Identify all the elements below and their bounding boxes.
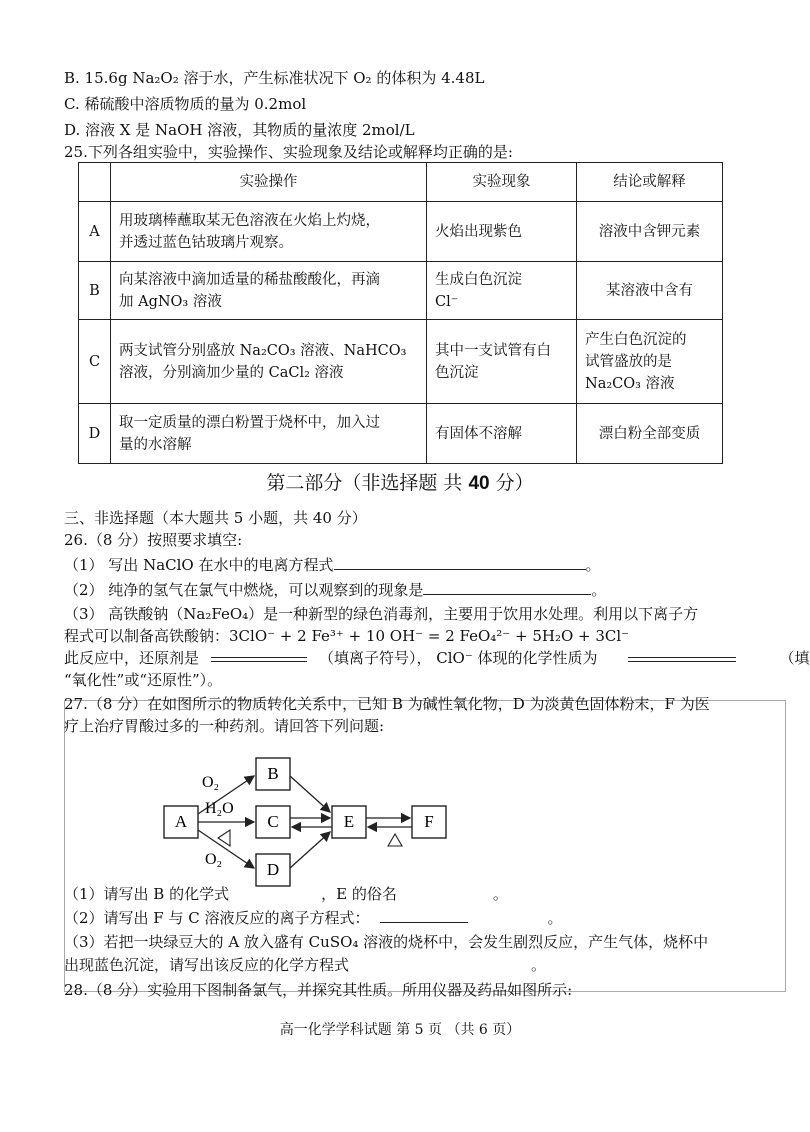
section-heading: 三、非选择题（本大题共 5 小题，共 40 分） xyxy=(64,509,367,527)
row-operation: 用玻璃棒蘸取某无色溶液在火焰上灼烧， 并透过蓝色钴玻璃片观察。 xyxy=(111,202,427,262)
part-two-title: 第二部分（非选择题 共 40 分） xyxy=(266,472,534,494)
label-o2-bottom: O₂ xyxy=(205,851,223,868)
node-d-label: D xyxy=(266,859,280,879)
row-conclusion: 某溶液中含有 xyxy=(577,262,723,320)
table-header-conclusion: 结论或解释 xyxy=(577,163,723,202)
node-c-label: C xyxy=(267,811,279,831)
question-26-stem: 26.（8 分）按照要求填空: xyxy=(64,531,243,549)
option-d: D. 溶液 X 是 NaOH 溶液，其物质的量浓度 2mol/L xyxy=(64,121,415,139)
node-b-label: B xyxy=(267,763,279,783)
row-phenomenon: 有固体不溶解 xyxy=(427,404,577,464)
row-conclusion: 漂白粉全部变质 xyxy=(577,404,723,464)
option-c: C. 稀硫酸中溶质物质的量为 0.2mol xyxy=(64,95,307,113)
row-phenomenon: 火焰出现紫色 xyxy=(427,202,577,262)
question-26-part-3-line-2: 程式可以制备高铁酸钠：3ClO⁻ + 2 Fe³⁺ + 10 OH⁻ = 2 FeO₄²⁻ + 5H₂O + 3Cl⁻ xyxy=(64,627,630,645)
conversion-diagram xyxy=(150,750,460,890)
row-operation: 取一定质量的漂白粉置于烧杯中，加入过 量的水溶解 xyxy=(111,404,427,464)
row-id: B xyxy=(79,262,111,320)
table-row xyxy=(79,404,723,464)
row-operation: 两支试管分别盛放 Na₂CO₃ 溶液、NaHCO₃ 溶液，分别滴加少量的 CaCl₂ 溶液 xyxy=(111,320,427,404)
row-phenomenon: 生成白色沉淀 Cl⁻ xyxy=(427,262,577,320)
question-26-part-3-line-3: 此反应中，还原剂是 （填离子符号）， ClO⁻ 体现的化学性质为 （填 xyxy=(64,649,810,667)
question-26-part-2: （2） 纯净的氢气在氯气中燃烧，可以观察到的现象是 。 xyxy=(64,581,607,599)
question-26-part-3-line-1: （3） 高铁酸钠（Na₂FeO₄）是一种新型的绿色消毒剂，主要用于饮用水处理。利用以下离子方 xyxy=(64,605,699,623)
question-26-part-3-line-4: “氧化性”或“还原性”）。 xyxy=(64,671,223,689)
node-a-label: A xyxy=(174,811,188,831)
question-27-stem-line-1: 27.（8 分）在如图所示的物质转化关系中，已知 B 为碱性氧化物，D 为淡黄色固体粉末，F 为医 xyxy=(64,695,710,713)
heat-triangle-icon xyxy=(218,830,230,846)
table-header-row xyxy=(79,163,723,202)
row-operation: 向某溶液中滴加适量的稀盐酸酸化，再滴 加 AgNO₃ 溶液 xyxy=(111,262,427,320)
question-27-part-1: （1）请写出 B 的化学式 ，E 的俗名 。 xyxy=(64,885,508,903)
table-row xyxy=(79,202,723,262)
node-e-label: E xyxy=(343,811,355,831)
question-25-stem: 25.下列各组实验中，实验操作、实验现象及结论或解释均正确的是: xyxy=(64,143,513,161)
answer-blank[interactable] xyxy=(380,916,468,923)
answer-blank[interactable] xyxy=(628,657,736,662)
table-header-id xyxy=(79,163,111,202)
row-conclusion: 溶液中含钾元素 xyxy=(577,202,723,262)
row-id: C xyxy=(79,320,111,404)
row-phenomenon: 其中一支试管有白 色沉淀 xyxy=(427,320,577,404)
table-header-phenomenon: 实验现象 xyxy=(427,163,577,202)
question-27-part-3-line-1: （3）若把一块绿豆大的 A 放入盛有 CuSO₄ 溶液的烧杯中，会发生剧烈反应，产生气体，烧杯中 xyxy=(64,933,709,951)
question-26-part-1: （1） 写出 NaClO 在水中的电离方程式 。 xyxy=(64,556,601,574)
table-row xyxy=(79,320,723,404)
label-o2-top: O₂ xyxy=(202,774,220,791)
question-27-stem-line-2: 疗上治疗胃酸过多的一种药剂。请回答下列问题: xyxy=(64,717,385,735)
arrow-b-to-e xyxy=(290,776,330,812)
heat-triangle-icon xyxy=(388,834,402,846)
row-id: D xyxy=(79,404,111,464)
answer-blank[interactable] xyxy=(211,657,307,662)
table-row xyxy=(79,262,723,320)
question-28-stem: 28.（8 分）实验用下图制备氯气，并探究其性质。所用仪器及药品如图所示: xyxy=(64,981,573,999)
answer-blank[interactable] xyxy=(423,580,591,595)
experiment-table xyxy=(78,162,723,464)
table-header-operation: 实验操作 xyxy=(111,163,427,202)
option-b: B. 15.6g Na₂O₂ 溶于水，产生标准状况下 O₂ 的体积为 4.48L xyxy=(64,69,485,87)
label-h2o: H₂O xyxy=(205,800,234,817)
question-27-part-3-line-2: 出现蓝色沉淀，请写出该反应的化学方程式 。 xyxy=(64,956,547,974)
row-id: A xyxy=(79,202,111,262)
node-f-label: F xyxy=(424,811,434,831)
page-footer: 高一化学学科试题 第 5 页 （共 6 页） xyxy=(279,1022,521,1038)
arrow-d-to-e xyxy=(290,832,330,868)
row-conclusion: 产生白色沉淀的 试管盛放的是 Na₂CO₃ 溶液 xyxy=(577,320,723,404)
answer-blank[interactable] xyxy=(334,555,586,570)
question-27-part-2: （2）请写出 F 与 C 溶液反应的离子方程式： 。 xyxy=(64,909,563,927)
